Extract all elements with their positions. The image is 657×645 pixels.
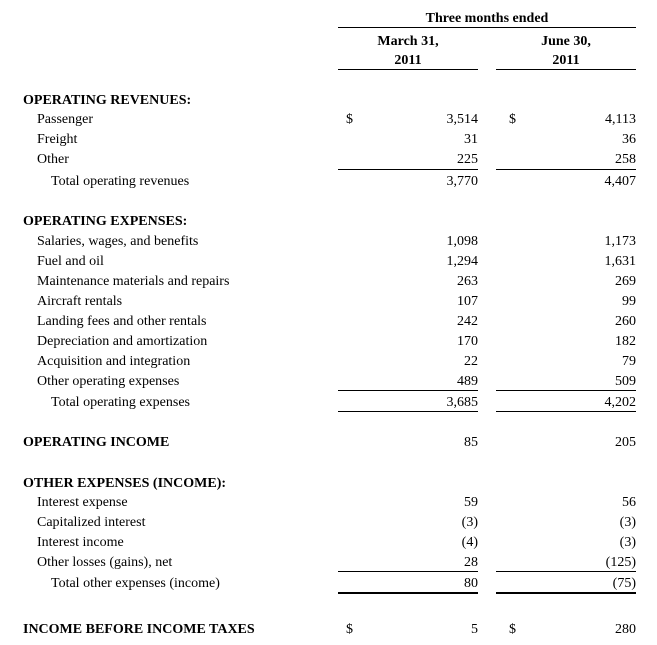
pretax-income-col2: 280 xyxy=(615,622,636,637)
row-label: Aircraft rentals xyxy=(37,294,123,309)
cell-col2: 182 xyxy=(615,334,636,349)
pretax-income-col1: 5 xyxy=(471,622,478,637)
cell-col2: 1,173 xyxy=(604,234,636,249)
total-label: Total other expenses (income) xyxy=(51,576,220,591)
subtotal-rule xyxy=(496,169,636,170)
row-label: Landing fees and other rentals xyxy=(37,314,207,329)
currency-symbol: $ xyxy=(509,622,516,637)
cell-col2: 79 xyxy=(622,354,636,369)
col2-header-line2: 2011 xyxy=(552,53,580,68)
cell-col1: 22 xyxy=(464,354,478,369)
period-header: Three months ended xyxy=(425,11,549,26)
cell-col1: 263 xyxy=(457,274,478,289)
cell-col2: 269 xyxy=(615,274,636,289)
subtotal-rule xyxy=(338,571,478,572)
row-label: Freight xyxy=(37,132,78,147)
col1-header-line2: 2011 xyxy=(394,53,422,68)
cell-col2: 56 xyxy=(622,495,636,510)
cell-col2: 260 xyxy=(615,314,636,329)
total-label: Total operating revenues xyxy=(51,174,190,189)
row-label: Maintenance materials and repairs xyxy=(37,274,230,289)
cell-col1: (3) xyxy=(461,515,478,530)
cell-col2: 99 xyxy=(622,294,636,309)
cell-col2: 4,113 xyxy=(605,112,636,127)
section-title-expenses: OPERATING EXPENSES: xyxy=(23,214,188,229)
total-rule xyxy=(338,411,478,412)
cell-col2: 509 xyxy=(615,374,636,389)
cell-col1: 3,514 xyxy=(446,112,478,127)
cell-col1: 31 xyxy=(464,132,478,147)
header-rule xyxy=(338,27,636,28)
cell-col1: 170 xyxy=(457,334,478,349)
row-label: Depreciation and amortization xyxy=(37,334,208,349)
total-rule xyxy=(338,592,478,594)
pretax-income-label: INCOME BEFORE INCOME TAXES xyxy=(23,622,255,637)
cell-col1: 28 xyxy=(464,555,478,570)
cell-col1: (4) xyxy=(461,535,478,550)
col1-header-rule xyxy=(338,69,478,70)
cell-col2: (3) xyxy=(619,535,636,550)
col2-header-line1: June 30, xyxy=(541,34,591,49)
row-label: Other xyxy=(37,152,69,167)
cell-col2: 1,631 xyxy=(604,254,636,269)
cell-col2: 36 xyxy=(622,132,636,147)
cell-col2: (125) xyxy=(605,555,636,570)
total-col2: 4,407 xyxy=(604,174,636,189)
subtotal-rule xyxy=(496,571,636,572)
row-label: Passenger xyxy=(37,112,93,127)
row-label: Acquisition and integration xyxy=(37,354,191,369)
cell-col1: 59 xyxy=(464,495,478,510)
col1-header-line1: March 31, xyxy=(377,34,439,49)
section-title-revenues: OPERATING REVENUES: xyxy=(23,93,192,108)
subtotal-rule xyxy=(338,390,478,391)
total-col1: 80 xyxy=(464,576,478,591)
operating-income-label: OPERATING INCOME xyxy=(23,435,170,450)
row-label: Other operating expenses xyxy=(37,374,180,389)
currency-symbol: $ xyxy=(346,112,353,127)
cell-col1: 1,098 xyxy=(446,234,478,249)
currency-symbol: $ xyxy=(346,622,353,637)
total-col1: 3,770 xyxy=(446,174,478,189)
cell-col1: 225 xyxy=(457,152,478,167)
subtotal-rule xyxy=(338,169,478,170)
total-col2: (75) xyxy=(612,576,636,591)
cell-col2: (3) xyxy=(619,515,636,530)
row-label: Interest income xyxy=(37,535,124,550)
total-label: Total operating expenses xyxy=(51,395,190,410)
cell-col1: 107 xyxy=(457,294,478,309)
cell-col1: 242 xyxy=(457,314,478,329)
total-rule xyxy=(496,411,636,412)
row-label: Salaries, wages, and benefits xyxy=(37,234,199,249)
cell-col1: 1,294 xyxy=(446,254,478,269)
row-label: Capitalized interest xyxy=(37,515,146,530)
total-col2: 4,202 xyxy=(604,395,636,410)
operating-income-col2: 205 xyxy=(615,435,636,450)
total-rule xyxy=(496,592,636,594)
subtotal-rule xyxy=(496,390,636,391)
row-label: Other losses (gains), net xyxy=(37,555,173,570)
cell-col1: 489 xyxy=(457,374,478,389)
operating-income-col1: 85 xyxy=(464,435,478,450)
col2-header-rule xyxy=(496,69,636,70)
total-col1: 3,685 xyxy=(446,395,478,410)
cell-col2: 258 xyxy=(615,152,636,167)
row-label: Interest expense xyxy=(37,495,128,510)
row-label: Fuel and oil xyxy=(37,254,104,269)
currency-symbol: $ xyxy=(509,112,516,127)
section-title-other: OTHER EXPENSES (INCOME): xyxy=(23,476,227,491)
